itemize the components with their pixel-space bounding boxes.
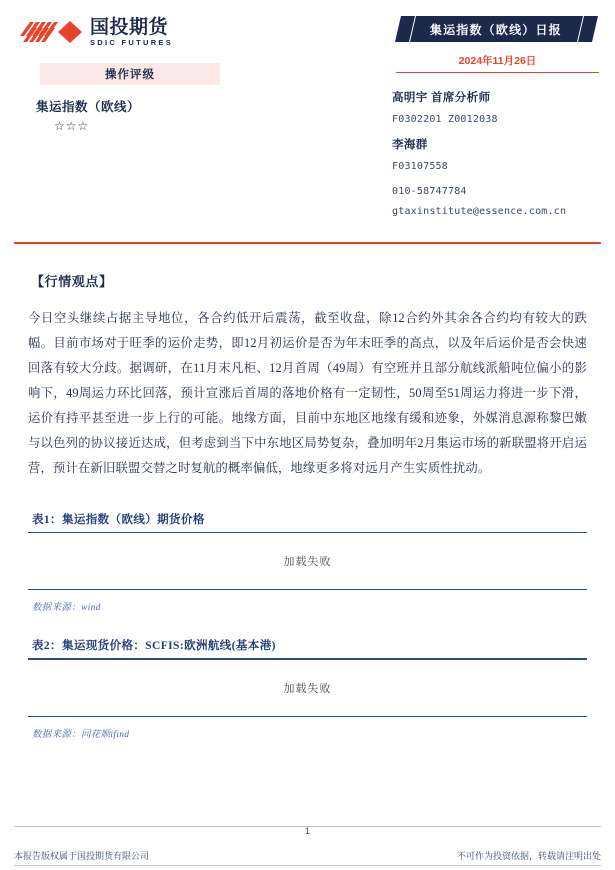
contact-email[interactable]: gtaxinstitute@essence.com.cn bbox=[392, 206, 567, 217]
sdic-diagonal-diamond-logo-icon bbox=[18, 18, 84, 46]
analyst-name: 李海群 bbox=[392, 139, 428, 151]
table-source: 数据来源：wind bbox=[32, 603, 101, 614]
table-load-failed-message: 加载失败 bbox=[283, 556, 332, 569]
analyst-license-code: F03107558 bbox=[392, 161, 448, 172]
rating-bar bbox=[40, 63, 220, 85]
market-view-paragraph: 今日空头继续占据主导地位，各合约低开后震荡，截至收盘，除12合约外其余各合约均有较大的跌幅。目前市场对于旺季的运价走势，即12月初运价是否为年末旺季的高点，以及年后运价是否会快速回落有较大分歧。据调研，在11月末凡柜、12月首周（49周）有空班并且部分航线派船吨位偏小的影响下，49周运力环比回落，预计宣涨后首周的落地价格有一定韧性，50周至51周运力将进一步下滑，运价有持平甚至进一步上行的可能。地缘方面，目前中东地区地缘有缓和迹象，外媒消息源称黎巴嫩与以色列的协议接近达成，但考虑到当下中东地区局势复杂，叠加明年2月集运市场的新联盟将开启运营，预计在新旧联盟交替之时复航的概率偏低，地缘更多将对远月产生实质性扰动。 bbox=[28, 311, 587, 475]
rating-instrument: 集运指数（欧线） bbox=[36, 99, 141, 114]
rating-bar-label: 操作评级 bbox=[105, 68, 155, 81]
logo bbox=[18, 18, 318, 47]
badge-divider-right bbox=[577, 16, 584, 42]
footer-divider-top bbox=[14, 826, 601, 827]
analyst-name: 高明宇 首席分析师 bbox=[392, 92, 491, 104]
market-view-heading: 【行情观点】 bbox=[31, 274, 113, 289]
footer-copyright: 本报告版权属于国投期货有限公司 bbox=[14, 851, 150, 861]
table-block-1 bbox=[28, 511, 587, 613]
header-divider bbox=[14, 242, 601, 244]
analyst-list bbox=[390, 89, 605, 217]
footer-page-number: 1 bbox=[304, 826, 310, 836]
badge-divider-left bbox=[409, 16, 416, 42]
page-header bbox=[0, 0, 615, 245]
rating-stars: ☆☆☆ bbox=[54, 118, 90, 133]
contact-block bbox=[392, 186, 605, 217]
footer-divider-bottom bbox=[14, 865, 601, 866]
report-title-label: 集运指数（欧线）日报 bbox=[430, 22, 563, 37]
brand-block bbox=[18, 18, 318, 134]
table-caption: 表2：集运现货价格：SCFIS:欧洲航线(基本港) bbox=[32, 640, 276, 653]
analyst-license-code: F0302201 Z0012038 bbox=[392, 114, 498, 125]
table-content-area bbox=[28, 533, 587, 590]
footer-disclaimer: 不可作为投资依据，转载请注明出处 bbox=[456, 851, 601, 861]
report-content bbox=[0, 271, 615, 740]
table-caption: 表1：集运指数（欧线）期货价格 bbox=[32, 514, 205, 526]
report-meta-block bbox=[390, 16, 605, 226]
table-block-2 bbox=[28, 637, 587, 739]
logo-wordmark bbox=[90, 18, 173, 47]
table-load-failed-message: 加载失败 bbox=[283, 682, 332, 695]
logo-name-en: SDIC FUTURES bbox=[90, 38, 174, 47]
table-source: 数据来源：同花顺ifind bbox=[32, 729, 130, 740]
report-date: 2024年11月26日 bbox=[396, 53, 599, 73]
report-title-badge bbox=[395, 16, 598, 42]
page-footer bbox=[0, 826, 615, 870]
logo-name-cn: 国投期货 bbox=[90, 17, 169, 38]
table-content-area bbox=[28, 660, 587, 717]
contact-phone[interactable]: 010-58747784 bbox=[392, 186, 467, 197]
